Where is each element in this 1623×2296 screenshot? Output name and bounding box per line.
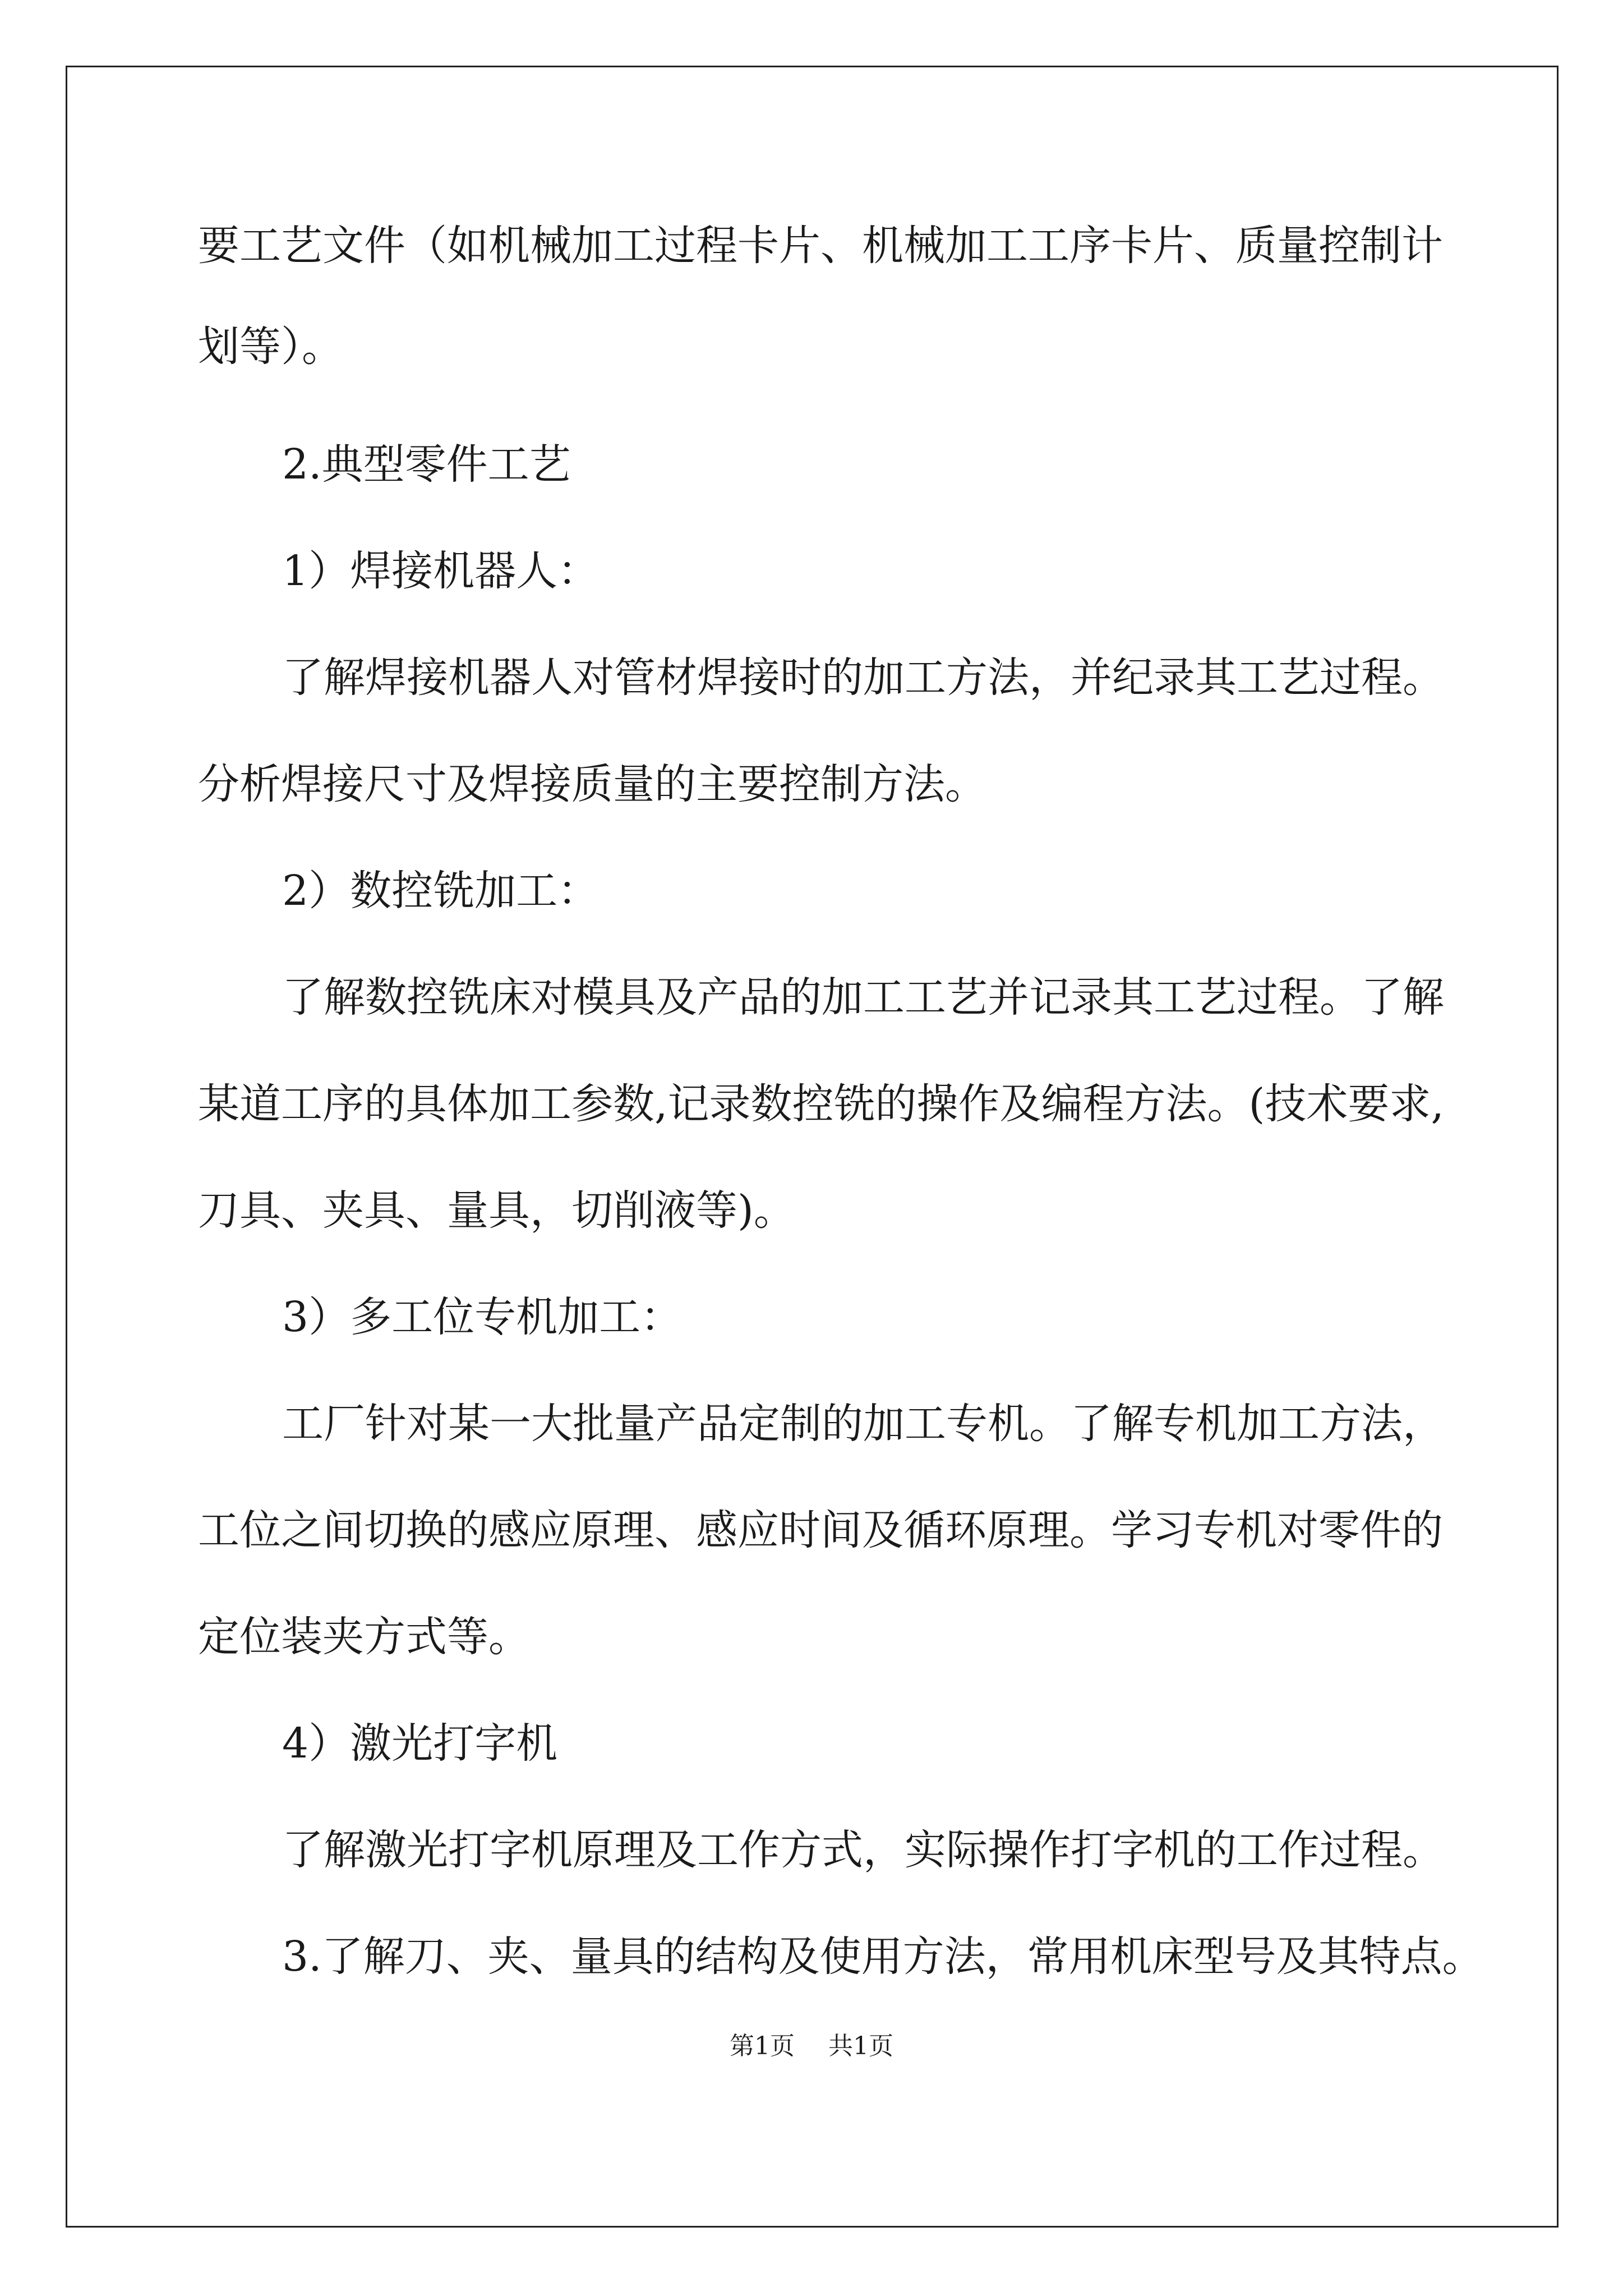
text-line: 了解激光打字机原理及工作方式，实际操作打字机的工作过程。	[282, 1826, 1444, 1874]
section-heading: 2.典型零件工艺	[282, 440, 571, 489]
section-heading: 3.了解刀、夹、量具的结构及使用方法，常用机床型号及其特点。	[282, 1932, 1484, 1981]
text-line: 工位之间切换的感应原理、感应时间及循环原理。学习专机对零件的	[198, 1506, 1443, 1554]
text-line: 工厂针对某一大批量产品定制的加工专机。了解专机加工方法，	[282, 1400, 1444, 1448]
text-line: 分析焊接尺寸及焊接质量的主要控制方法。	[198, 760, 986, 808]
page-border	[66, 66, 1559, 2228]
text-line: 刀具、夹具、量具，切削液等)。	[198, 1186, 795, 1235]
text-line: 划等）。	[198, 323, 343, 371]
text-line: 了解数控铣床对模具及产品的加工工艺并记录其工艺过程。了解	[282, 973, 1444, 1022]
text-line: 要工艺文件（如机械加工过程卡片、机械加工工序卡片、质量控制计	[198, 222, 1443, 270]
page-number: 第1页	[730, 2032, 795, 2060]
subsection-heading: 1）焊接机器人：	[282, 547, 600, 595]
text-line: 某道工序的具体加工参数,记录数控铣的操作及编程方法。(技术要求,	[198, 1080, 1444, 1128]
page-total: 共1页	[828, 2032, 893, 2060]
subsection-heading: 4）激光打字机	[282, 1719, 558, 1768]
subsection-heading: 2）数控铣加工：	[282, 867, 600, 915]
text-line: 了解焊接机器人对管材焊接时的加工方法，并纪录其工艺过程。	[282, 654, 1444, 702]
text-line: 定位装夹方式等。	[198, 1613, 530, 1661]
subsection-heading: 3）多工位专机加工：	[282, 1293, 683, 1341]
page-footer	[0, 2030, 1623, 2063]
